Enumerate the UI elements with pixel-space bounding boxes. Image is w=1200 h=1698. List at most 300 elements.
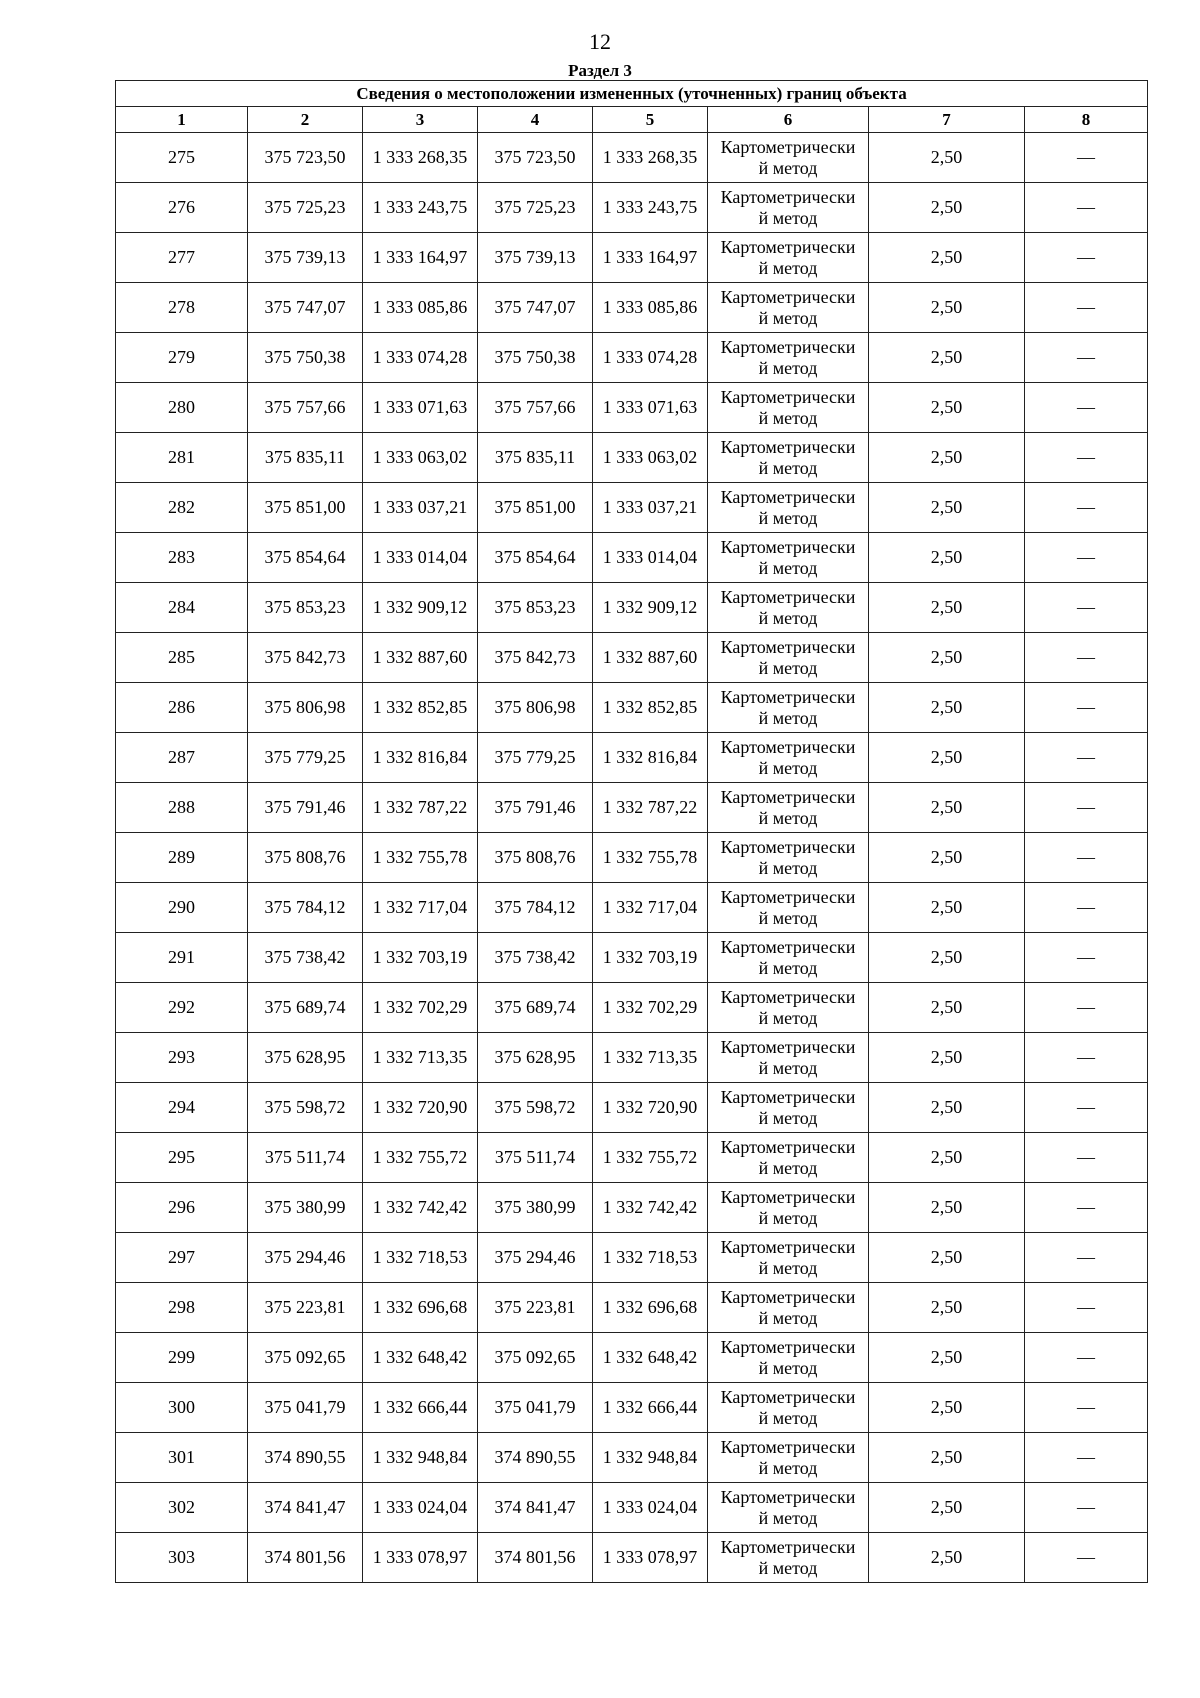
y-coordinate-refined: 1 332 816,84 xyxy=(593,733,708,783)
accuracy: 2,50 xyxy=(869,333,1025,383)
y-coordinate-refined: 1 333 078,97 xyxy=(593,1533,708,1583)
method-line-2: й метод xyxy=(758,207,818,228)
column-number: 4 xyxy=(478,107,593,133)
method-line-1: Картометрически xyxy=(720,1136,856,1157)
method-line-2: й метод xyxy=(758,1057,818,1078)
note: — xyxy=(1025,383,1148,433)
accuracy: 2,50 xyxy=(869,1083,1025,1133)
table-row xyxy=(116,1333,1148,1383)
method-line-2: й метод xyxy=(758,157,818,178)
y-coordinate: 1 332 702,29 xyxy=(363,983,478,1033)
method xyxy=(708,933,869,983)
x-coordinate-refined: 375 041,79 xyxy=(478,1383,593,1433)
x-coordinate: 375 808,76 xyxy=(248,833,363,883)
accuracy: 2,50 xyxy=(869,283,1025,333)
method xyxy=(708,483,869,533)
x-coordinate-refined: 375 739,13 xyxy=(478,233,593,283)
x-coordinate: 375 223,81 xyxy=(248,1283,363,1333)
x-coordinate-refined: 375 854,64 xyxy=(478,533,593,583)
x-coordinate-refined: 375 808,76 xyxy=(478,833,593,883)
note: — xyxy=(1025,1483,1148,1533)
y-coordinate: 1 332 816,84 xyxy=(363,733,478,783)
x-coordinate-refined: 375 380,99 xyxy=(478,1183,593,1233)
note: — xyxy=(1025,283,1148,333)
method-line-1: Картометрически xyxy=(720,1186,856,1207)
note: — xyxy=(1025,883,1148,933)
method-line-2: й метод xyxy=(758,907,818,928)
y-coordinate: 1 333 014,04 xyxy=(363,533,478,583)
note: — xyxy=(1025,1233,1148,1283)
accuracy: 2,50 xyxy=(869,1333,1025,1383)
page-number: 12 xyxy=(589,29,611,54)
column-number: 2 xyxy=(248,107,363,133)
x-coordinate-refined: 375 598,72 xyxy=(478,1083,593,1133)
accuracy: 2,50 xyxy=(869,583,1025,633)
table-row xyxy=(116,1133,1148,1183)
method-line-1: Картометрически xyxy=(720,136,856,157)
method-line-1: Картометрически xyxy=(720,886,856,907)
method-line-2: й метод xyxy=(758,557,818,578)
method-line-2: й метод xyxy=(758,707,818,728)
point-number: 282 xyxy=(116,483,248,533)
point-number: 278 xyxy=(116,283,248,333)
method-line-2: й метод xyxy=(758,257,818,278)
accuracy: 2,50 xyxy=(869,533,1025,583)
point-number: 281 xyxy=(116,433,248,483)
method xyxy=(708,633,869,683)
y-coordinate: 1 333 268,35 xyxy=(363,133,478,183)
y-coordinate: 1 332 948,84 xyxy=(363,1433,478,1483)
x-coordinate-refined: 375 806,98 xyxy=(478,683,593,733)
method-line-2: й метод xyxy=(758,607,818,628)
y-coordinate: 1 332 648,42 xyxy=(363,1333,478,1383)
accuracy: 2,50 xyxy=(869,1283,1025,1333)
method-line-1: Картометрически xyxy=(720,1436,856,1457)
note: — xyxy=(1025,1333,1148,1383)
x-coordinate: 375 294,46 xyxy=(248,1233,363,1283)
y-coordinate-refined: 1 332 720,90 xyxy=(593,1083,708,1133)
method-line-1: Картометрически xyxy=(720,336,856,357)
table-row xyxy=(116,483,1148,533)
method-line-1: Картометрически xyxy=(720,1236,856,1257)
y-coordinate: 1 332 713,35 xyxy=(363,1033,478,1083)
x-coordinate-refined: 375 092,65 xyxy=(478,1333,593,1383)
note: — xyxy=(1025,1083,1148,1133)
column-number: 5 xyxy=(593,107,708,133)
table-row xyxy=(116,633,1148,683)
point-number: 296 xyxy=(116,1183,248,1233)
table-row xyxy=(116,333,1148,383)
point-number: 285 xyxy=(116,633,248,683)
point-number: 288 xyxy=(116,783,248,833)
y-coordinate-refined: 1 332 852,85 xyxy=(593,683,708,733)
method-line-2: й метод xyxy=(758,1357,818,1378)
section-title: Раздел 3 xyxy=(568,61,632,80)
accuracy: 2,50 xyxy=(869,783,1025,833)
note: — xyxy=(1025,333,1148,383)
method-line-1: Картометрически xyxy=(720,1036,856,1057)
x-coordinate-refined: 375 294,46 xyxy=(478,1233,593,1283)
x-coordinate: 375 854,64 xyxy=(248,533,363,583)
method-line-2: й метод xyxy=(758,1257,818,1278)
table-row xyxy=(116,783,1148,833)
method-line-2: й метод xyxy=(758,1507,818,1528)
note: — xyxy=(1025,1183,1148,1233)
accuracy: 2,50 xyxy=(869,1433,1025,1483)
y-coordinate: 1 333 071,63 xyxy=(363,383,478,433)
table-row xyxy=(116,1483,1148,1533)
point-number: 295 xyxy=(116,1133,248,1183)
method-line-1: Картометрически xyxy=(720,636,856,657)
method-line-2: й метод xyxy=(758,1557,818,1578)
method-line-1: Картометрически xyxy=(720,436,856,457)
table-row xyxy=(116,1533,1148,1583)
note: — xyxy=(1025,233,1148,283)
method xyxy=(708,683,869,733)
method-line-1: Картометрически xyxy=(720,986,856,1007)
y-coordinate-refined: 1 333 071,63 xyxy=(593,383,708,433)
method-line-2: й метод xyxy=(758,1457,818,1478)
point-number: 303 xyxy=(116,1533,248,1583)
method-line-1: Картометрически xyxy=(720,536,856,557)
y-coordinate-refined: 1 332 713,35 xyxy=(593,1033,708,1083)
y-coordinate-refined: 1 332 909,12 xyxy=(593,583,708,633)
x-coordinate-refined: 374 801,56 xyxy=(478,1533,593,1583)
x-coordinate-refined: 375 842,73 xyxy=(478,633,593,683)
note: — xyxy=(1025,1433,1148,1483)
method xyxy=(708,383,869,433)
y-coordinate: 1 332 909,12 xyxy=(363,583,478,633)
y-coordinate: 1 332 718,53 xyxy=(363,1233,478,1283)
y-coordinate-refined: 1 333 085,86 xyxy=(593,283,708,333)
table-row xyxy=(116,233,1148,283)
table-row xyxy=(116,883,1148,933)
point-number: 277 xyxy=(116,233,248,283)
y-coordinate-refined: 1 332 702,29 xyxy=(593,983,708,1033)
method xyxy=(708,433,869,483)
note: — xyxy=(1025,533,1148,583)
accuracy: 2,50 xyxy=(869,633,1025,683)
method xyxy=(708,333,869,383)
column-number: 1 xyxy=(116,107,248,133)
method xyxy=(708,183,869,233)
note: — xyxy=(1025,733,1148,783)
x-coordinate: 375 784,12 xyxy=(248,883,363,933)
y-coordinate-refined: 1 333 074,28 xyxy=(593,333,708,383)
table-row xyxy=(116,1033,1148,1083)
y-coordinate: 1 332 852,85 xyxy=(363,683,478,733)
x-coordinate: 375 092,65 xyxy=(248,1333,363,1383)
note: — xyxy=(1025,583,1148,633)
method xyxy=(708,1033,869,1083)
accuracy: 2,50 xyxy=(869,1483,1025,1533)
x-coordinate-refined: 375 779,25 xyxy=(478,733,593,783)
method xyxy=(708,533,869,583)
point-number: 284 xyxy=(116,583,248,633)
accuracy: 2,50 xyxy=(869,433,1025,483)
method-line-1: Картометрически xyxy=(720,686,856,707)
method-line-1: Картометрически xyxy=(720,1386,856,1407)
x-coordinate: 375 628,95 xyxy=(248,1033,363,1083)
x-coordinate: 375 779,25 xyxy=(248,733,363,783)
y-coordinate-refined: 1 333 268,35 xyxy=(593,133,708,183)
y-coordinate-refined: 1 333 014,04 xyxy=(593,533,708,583)
method-line-1: Картометрически xyxy=(720,936,856,957)
x-coordinate: 375 380,99 xyxy=(248,1183,363,1233)
x-coordinate-refined: 375 511,74 xyxy=(478,1133,593,1183)
note: — xyxy=(1025,933,1148,983)
y-coordinate: 1 332 720,90 xyxy=(363,1083,478,1133)
method-line-1: Картометрически xyxy=(720,1086,856,1107)
note: — xyxy=(1025,1383,1148,1433)
method-line-2: й метод xyxy=(758,1107,818,1128)
column-number-row xyxy=(116,107,1148,133)
y-coordinate: 1 333 085,86 xyxy=(363,283,478,333)
y-coordinate: 1 333 037,21 xyxy=(363,483,478,533)
accuracy: 2,50 xyxy=(869,1533,1025,1583)
x-coordinate-refined: 375 750,38 xyxy=(478,333,593,383)
y-coordinate-refined: 1 332 703,19 xyxy=(593,933,708,983)
method xyxy=(708,1333,869,1383)
table-row xyxy=(116,533,1148,583)
y-coordinate-refined: 1 332 755,72 xyxy=(593,1133,708,1183)
table-row xyxy=(116,1233,1148,1283)
method xyxy=(708,983,869,1033)
x-coordinate-refined: 375 791,46 xyxy=(478,783,593,833)
x-coordinate: 375 791,46 xyxy=(248,783,363,833)
y-coordinate: 1 332 755,72 xyxy=(363,1133,478,1183)
accuracy: 2,50 xyxy=(869,1383,1025,1433)
point-number: 276 xyxy=(116,183,248,233)
y-coordinate: 1 332 887,60 xyxy=(363,633,478,683)
point-number: 293 xyxy=(116,1033,248,1083)
accuracy: 2,50 xyxy=(869,1183,1025,1233)
point-number: 286 xyxy=(116,683,248,733)
method xyxy=(708,1283,869,1333)
point-number: 287 xyxy=(116,733,248,783)
y-coordinate-refined: 1 333 063,02 xyxy=(593,433,708,483)
note: — xyxy=(1025,1533,1148,1583)
table-row xyxy=(116,433,1148,483)
method-line-1: Картометрически xyxy=(720,1286,856,1307)
y-coordinate: 1 333 243,75 xyxy=(363,183,478,233)
note: — xyxy=(1025,783,1148,833)
x-coordinate-refined: 374 890,55 xyxy=(478,1433,593,1483)
table-row xyxy=(116,833,1148,883)
method xyxy=(708,1183,869,1233)
y-coordinate: 1 333 074,28 xyxy=(363,333,478,383)
method-line-1: Картометрически xyxy=(720,736,856,757)
x-coordinate-refined: 375 747,07 xyxy=(478,283,593,333)
method-line-2: й метод xyxy=(758,857,818,878)
method-line-2: й метод xyxy=(758,1207,818,1228)
method-line-2: й метод xyxy=(758,407,818,428)
x-coordinate: 375 853,23 xyxy=(248,583,363,633)
x-coordinate-refined: 375 725,23 xyxy=(478,183,593,233)
table-row xyxy=(116,1283,1148,1333)
y-coordinate: 1 332 696,68 xyxy=(363,1283,478,1333)
x-coordinate-refined: 375 851,00 xyxy=(478,483,593,533)
point-number: 291 xyxy=(116,933,248,983)
method xyxy=(708,1533,869,1583)
method-line-2: й метод xyxy=(758,657,818,678)
table-row xyxy=(116,133,1148,183)
note: — xyxy=(1025,433,1148,483)
accuracy: 2,50 xyxy=(869,933,1025,983)
y-coordinate-refined: 1 333 024,04 xyxy=(593,1483,708,1533)
method xyxy=(708,883,869,933)
table-row xyxy=(116,1183,1148,1233)
accuracy: 2,50 xyxy=(869,1033,1025,1083)
point-number: 280 xyxy=(116,383,248,433)
x-coordinate-refined: 375 757,66 xyxy=(478,383,593,433)
note: — xyxy=(1025,833,1148,883)
y-coordinate-refined: 1 332 948,84 xyxy=(593,1433,708,1483)
method xyxy=(708,1483,869,1533)
table-row xyxy=(116,733,1148,783)
y-coordinate-refined: 1 332 718,53 xyxy=(593,1233,708,1283)
y-coordinate-refined: 1 333 164,97 xyxy=(593,233,708,283)
x-coordinate: 375 806,98 xyxy=(248,683,363,733)
y-coordinate-refined: 1 332 742,42 xyxy=(593,1183,708,1233)
table-caption-row xyxy=(116,81,1148,107)
x-coordinate: 375 851,00 xyxy=(248,483,363,533)
y-coordinate-refined: 1 332 787,22 xyxy=(593,783,708,833)
method xyxy=(708,1133,869,1183)
column-number: 6 xyxy=(708,107,869,133)
point-number: 290 xyxy=(116,883,248,933)
x-coordinate: 375 041,79 xyxy=(248,1383,363,1433)
method-line-1: Картометрически xyxy=(720,486,856,507)
y-coordinate: 1 332 666,44 xyxy=(363,1383,478,1433)
y-coordinate-refined: 1 332 755,78 xyxy=(593,833,708,883)
method-line-1: Картометрически xyxy=(720,1536,856,1557)
note: — xyxy=(1025,1133,1148,1183)
point-number: 292 xyxy=(116,983,248,1033)
method xyxy=(708,1383,869,1433)
x-coordinate: 375 757,66 xyxy=(248,383,363,433)
accuracy: 2,50 xyxy=(869,183,1025,233)
accuracy: 2,50 xyxy=(869,483,1025,533)
column-number: 3 xyxy=(363,107,478,133)
accuracy: 2,50 xyxy=(869,733,1025,783)
y-coordinate: 1 332 717,04 xyxy=(363,883,478,933)
accuracy: 2,50 xyxy=(869,383,1025,433)
method-line-2: й метод xyxy=(758,1007,818,1028)
table-caption: Сведения о местоположении измененных (уточненных) границ объекта xyxy=(116,81,1148,107)
method xyxy=(708,783,869,833)
point-number: 289 xyxy=(116,833,248,883)
table-row xyxy=(116,583,1148,633)
point-number: 283 xyxy=(116,533,248,583)
table-row xyxy=(116,1383,1148,1433)
x-coordinate: 375 842,73 xyxy=(248,633,363,683)
y-coordinate: 1 332 755,78 xyxy=(363,833,478,883)
method-line-1: Картометрически xyxy=(720,1336,856,1357)
method xyxy=(708,283,869,333)
x-coordinate-refined: 375 738,42 xyxy=(478,933,593,983)
x-coordinate: 375 689,74 xyxy=(248,983,363,1033)
accuracy: 2,50 xyxy=(869,833,1025,883)
method xyxy=(708,133,869,183)
y-coordinate-refined: 1 332 887,60 xyxy=(593,633,708,683)
x-coordinate-refined: 375 853,23 xyxy=(478,583,593,633)
x-coordinate-refined: 375 784,12 xyxy=(478,883,593,933)
point-number: 300 xyxy=(116,1383,248,1433)
table-row xyxy=(116,983,1148,1033)
method xyxy=(708,1083,869,1133)
method xyxy=(708,733,869,783)
accuracy: 2,50 xyxy=(869,1133,1025,1183)
x-coordinate: 375 738,42 xyxy=(248,933,363,983)
y-coordinate: 1 332 787,22 xyxy=(363,783,478,833)
coordinates-table xyxy=(115,80,1148,1583)
accuracy: 2,50 xyxy=(869,133,1025,183)
method xyxy=(708,1233,869,1283)
method-line-1: Картометрически xyxy=(720,786,856,807)
point-number: 298 xyxy=(116,1283,248,1333)
y-coordinate-refined: 1 332 648,42 xyxy=(593,1333,708,1383)
x-coordinate-refined: 375 835,11 xyxy=(478,433,593,483)
x-coordinate-refined: 375 723,50 xyxy=(478,133,593,183)
accuracy: 2,50 xyxy=(869,983,1025,1033)
point-number: 302 xyxy=(116,1483,248,1533)
y-coordinate-refined: 1 333 243,75 xyxy=(593,183,708,233)
column-number: 7 xyxy=(869,107,1025,133)
point-number: 279 xyxy=(116,333,248,383)
method-line-2: й метод xyxy=(758,1407,818,1428)
method-line-2: й метод xyxy=(758,507,818,528)
x-coordinate: 375 511,74 xyxy=(248,1133,363,1183)
method xyxy=(708,233,869,283)
method-line-2: й метод xyxy=(758,1157,818,1178)
x-coordinate: 375 747,07 xyxy=(248,283,363,333)
x-coordinate: 375 598,72 xyxy=(248,1083,363,1133)
method-line-1: Картометрически xyxy=(720,836,856,857)
y-coordinate-refined: 1 332 666,44 xyxy=(593,1383,708,1433)
accuracy: 2,50 xyxy=(869,233,1025,283)
note: — xyxy=(1025,633,1148,683)
y-coordinate: 1 332 703,19 xyxy=(363,933,478,983)
x-coordinate: 375 723,50 xyxy=(248,133,363,183)
accuracy: 2,50 xyxy=(869,883,1025,933)
x-coordinate-refined: 375 689,74 xyxy=(478,983,593,1033)
method-line-1: Картометрически xyxy=(720,186,856,207)
method xyxy=(708,583,869,633)
table-row xyxy=(116,683,1148,733)
method-line-2: й метод xyxy=(758,307,818,328)
accuracy: 2,50 xyxy=(869,683,1025,733)
y-coordinate: 1 333 078,97 xyxy=(363,1533,478,1583)
note: — xyxy=(1025,183,1148,233)
x-coordinate: 375 835,11 xyxy=(248,433,363,483)
note: — xyxy=(1025,1283,1148,1333)
x-coordinate: 374 801,56 xyxy=(248,1533,363,1583)
point-number: 297 xyxy=(116,1233,248,1283)
x-coordinate-refined: 374 841,47 xyxy=(478,1483,593,1533)
note: — xyxy=(1025,1033,1148,1083)
x-coordinate-refined: 375 628,95 xyxy=(478,1033,593,1083)
table-row xyxy=(116,283,1148,333)
y-coordinate: 1 332 742,42 xyxy=(363,1183,478,1233)
table-row xyxy=(116,933,1148,983)
method-line-1: Картометрически xyxy=(720,1486,856,1507)
x-coordinate: 375 725,23 xyxy=(248,183,363,233)
table-row xyxy=(116,1083,1148,1133)
method-line-1: Картометрически xyxy=(720,586,856,607)
x-coordinate: 375 739,13 xyxy=(248,233,363,283)
x-coordinate: 375 750,38 xyxy=(248,333,363,383)
